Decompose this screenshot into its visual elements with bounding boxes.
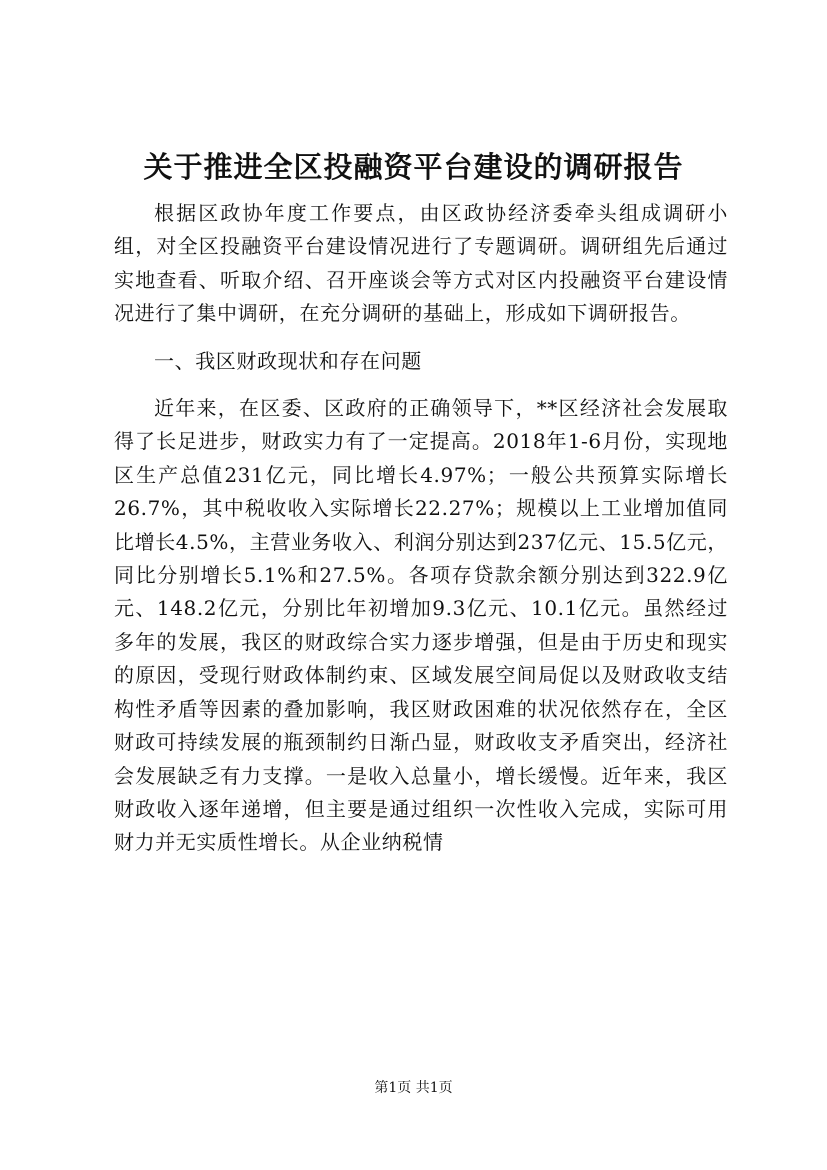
- document-body: [114, 197, 728, 860]
- page-footer: 第1页 共1页: [374, 1080, 453, 1096]
- document-title: 关于推进全区投融资平台建设的调研报告: [143, 150, 684, 184]
- section-heading: 一、我区财政现状和存在问题: [154, 348, 422, 373]
- intro-paragraph: 根据区政协年度工作要点，由区政协经济委牵头组成调研小组，对全区投融资平台建设情况进行了专题调研。调研组先后通过实地查看、听取介绍、召开座谈会等方式对区内投融资平台建设情况进行了集中调研，在充分调研的基础上，形成如下调研报告。: [114, 201, 728, 326]
- section-body-paragraph: 近年来，在区委、区政府的正确领导下，**区经济社会发展取得了长足进步，财政实力有了一定提高。2018年1-6月份，实现地区生产总值231亿元，同比增长4.97%；一般公共预算实际增长26.7%，其中税收收入实际增长22.27%；规模以上工业增加值同比增长4.5%，主营业务收入、利润分别达到237亿元、15.5亿元，同比分别增长5.1%和27.5%。各项存贷款余额分别达到322.9亿元、148.2亿元，分别比年初增加9.3亿元、10.1亿元。虽然经过多年的发展，我区的财政综合实力逐步增强，但是由于历史和现实的原因，受现行财政体制约束、区域发展空间局促以及财政收支结构性矛盾等因素的叠加影响，我区财政困难的状况依然存在，全区财政可持续发展的瓶颈制约日渐凸显，财政收支矛盾突出，经济社会发展缺乏有力支撑。一是收入总量小，增长缓慢。近年来，我区财政收入逐年递增，但主要是通过组织一次性收入完成，实际可用财力并无实质性增长。从企业纳税情: [114, 396, 728, 855]
